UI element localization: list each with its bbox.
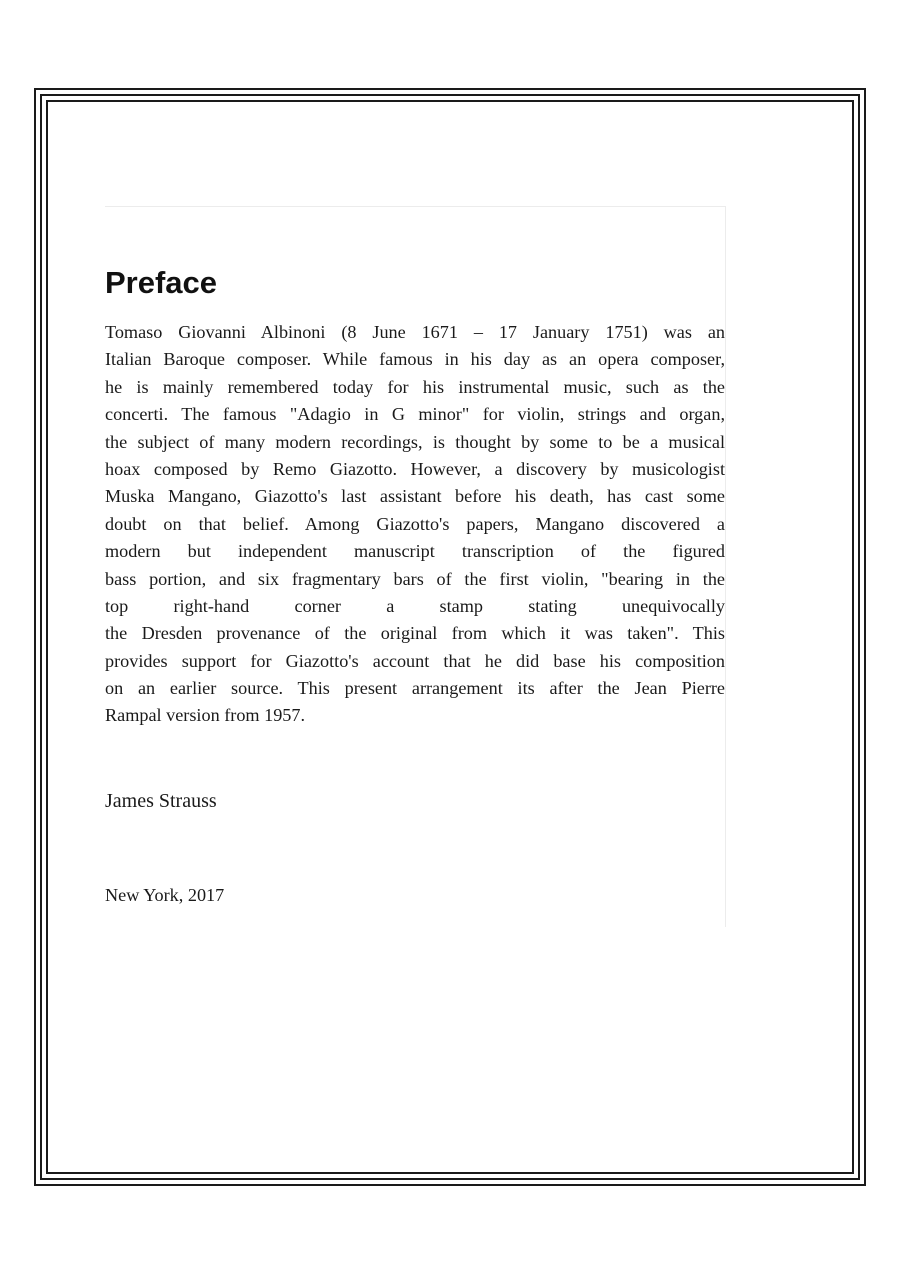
- body-line: Tomaso Giovanni Albinoni (8 June 1671 – 17 January 1751) was an: [105, 322, 725, 342]
- body-line: he is mainly remembered today for his instrumental music, such as the: [105, 376, 725, 397]
- body-line: concerti. The famous "Adagio in G minor" for violin, strings and organ,: [105, 404, 725, 425]
- body-line: on an earlier source. This present arrangement its after the Jean Pierre: [105, 678, 725, 699]
- body-line: the subject of many modern recordings, is thought by some to be a musical: [105, 431, 725, 452]
- preface-body: [105, 319, 725, 730]
- body-line: Muska Mangano, Giazotto's last assistant before his death, has cast some: [105, 486, 725, 507]
- body-line: provides support for Giazotto's account that he did base his composition: [105, 650, 725, 671]
- page-title: Preface: [105, 265, 218, 300]
- place-date: New York, 2017: [105, 885, 225, 905]
- body-line: doubt on that belief. Among Giazotto's papers, Mangano discovered a: [105, 513, 725, 534]
- body-line: the Dresden provenance of the original from which it was taken". This: [105, 623, 725, 644]
- body-line: bass portion, and six fragmentary bars of the first violin, "bearing in the: [105, 568, 725, 589]
- author-name: James Strauss: [105, 790, 217, 812]
- body-line: top right-hand corner a stamp stating unequivocally: [105, 595, 725, 616]
- body-line: Rampal version from 1957.: [105, 705, 306, 726]
- body-line: hoax composed by Remo Giazotto. However, a discovery by musicologist: [105, 458, 725, 479]
- body-line: modern but independent manuscript transcription of the figured: [105, 541, 725, 562]
- body-line: Italian Baroque composer. While famous in his day as an opera composer,: [105, 349, 725, 370]
